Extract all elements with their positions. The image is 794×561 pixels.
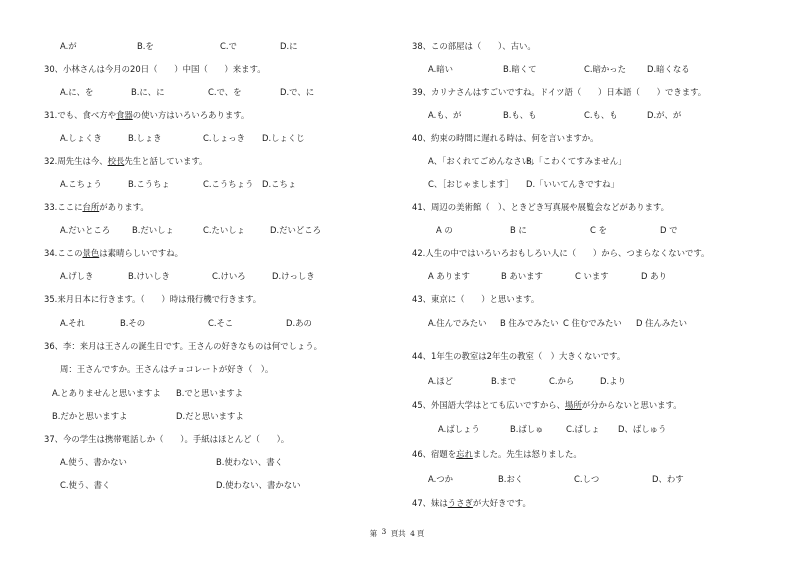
q31-option-c: C.しょっき xyxy=(203,133,246,143)
q42-option-d: D あり xyxy=(641,271,667,281)
q40-option-d: D.「いいてんきですね」 xyxy=(526,179,619,189)
q38-option-c: C.暗かった xyxy=(584,64,627,74)
q43-option-d: D 住んみたい xyxy=(636,318,687,328)
question-40: 40、約束の時間に遅れる時は、何を言いますか。 xyxy=(412,133,599,143)
total-page-count: 4 xyxy=(410,529,415,538)
q43-option-c: C 住むでみたい xyxy=(563,318,622,328)
q38-option-b: B.暗くて xyxy=(503,64,537,74)
q33-text-start: 33.ここに xyxy=(44,202,83,212)
question-47 xyxy=(412,498,531,509)
q42-option-a: A あります xyxy=(428,271,470,281)
question-31 xyxy=(44,110,249,121)
question-32 xyxy=(44,156,207,167)
q46-option-c: C.しつ xyxy=(574,474,600,484)
q29-option-b: B.を xyxy=(137,41,154,51)
q41-option-d: D で xyxy=(660,225,678,235)
q44-option-b: B.まで xyxy=(491,376,517,386)
question-30: 30、小林さんは今月の20日（ ）中国（ ）来ます。 xyxy=(44,64,266,74)
question-36-dialogue: 周：王さんですか。王さんはチョコレートが好き（ ）。 xyxy=(60,364,274,374)
q45-option-d: D、ばしゅう xyxy=(618,424,667,434)
q30-option-c: C.で、を xyxy=(208,87,242,97)
q32-underlined-word: 校長 xyxy=(107,156,125,166)
q37-option-b: B.使わない、書く xyxy=(216,457,284,467)
q32-text-end: 先生と話しています。 xyxy=(124,156,208,166)
q31-option-d: D.しょくじ xyxy=(262,133,305,143)
q29-option-a: A.が xyxy=(60,41,77,51)
q40-option-a: A、「おくれてごめんなさい」 xyxy=(428,156,539,166)
q33-underlined-word: 台所 xyxy=(82,202,100,212)
q39-option-a: A.も、が xyxy=(428,110,462,120)
q33-option-b: B.だいしょ xyxy=(132,225,174,235)
q40-option-c: C、［おじゃまします］ xyxy=(428,179,514,189)
question-41: 41、周辺の美術館（ ）、ときどき写真展や展覧会などがあります。 xyxy=(412,202,670,212)
q45-underlined-word: 場所 xyxy=(565,400,582,410)
question-42: 42.人生の中ではいろいろおもしろい人に（ ）から、つまらなくないです。 xyxy=(412,248,710,258)
q39-option-c: C.も、も xyxy=(584,110,618,120)
q36-option-d: D.だと思いますよ xyxy=(176,411,244,421)
q31-underlined-word: 食器 xyxy=(115,110,133,120)
q35-option-c: C.そこ xyxy=(208,318,234,328)
q37-option-d: D.使わない、書かない xyxy=(216,480,301,490)
question-36: 36、李：来月は王さんの誕生日です。王さんの好きなものは何でしょう。 xyxy=(44,341,322,351)
q30-option-a: A.に、を xyxy=(60,87,94,97)
q35-option-b: B.その xyxy=(120,318,146,328)
q30-option-d: D.で、に xyxy=(280,87,315,97)
q45-option-a: A.ばしょう xyxy=(438,424,480,434)
q29-option-c: C.で xyxy=(220,41,237,51)
q39-option-d: D.が、が xyxy=(647,110,682,120)
q32-option-d: D.こちょ xyxy=(262,179,297,189)
q36-option-a: A.とありませんと思いますよ xyxy=(52,388,161,398)
q32-option-c: C.こうちょう xyxy=(203,179,254,189)
q46-text-start: 46、宿題を xyxy=(412,449,457,459)
q47-text-end: が大好きです。 xyxy=(472,498,531,508)
q39-option-b: B.も、も xyxy=(503,110,537,120)
q45-option-c: C.ばしょ xyxy=(566,424,600,434)
q37-option-c: C.使う、書く xyxy=(60,480,111,490)
q45-option-b: B.ばしゅ xyxy=(510,424,544,434)
q35-option-d: D.あの xyxy=(286,318,312,328)
page-footer xyxy=(0,528,794,539)
q32-option-b: B.こうちょ xyxy=(128,179,170,189)
footer-suffix: 頁 xyxy=(416,529,425,538)
q41-option-c: C を xyxy=(590,225,607,235)
q29-option-d: D.に xyxy=(280,41,298,51)
q43-option-a: A.住んでみたい xyxy=(428,318,487,328)
q35-option-a: A.それ xyxy=(60,318,85,328)
q36-option-b: B.でと思いますよ xyxy=(176,388,244,398)
q47-text-start: 47、妹は xyxy=(412,498,448,508)
q44-option-a: A.ほど xyxy=(428,376,453,386)
q33-option-a: A.だいところ xyxy=(60,225,111,235)
q37-option-a: A.使う、書かない xyxy=(60,457,127,467)
q34-option-c: C.けいろ xyxy=(212,271,246,281)
q34-text-start: 34.ここの xyxy=(44,248,83,258)
q32-text-start: 32.周先生は今、 xyxy=(44,156,108,166)
q38-option-d: D.暗くなる xyxy=(647,64,690,74)
question-45 xyxy=(412,400,682,411)
q46-option-d: D、わす xyxy=(652,474,684,484)
question-33 xyxy=(44,202,149,213)
q46-underlined-word: 忘れ xyxy=(456,449,473,459)
q41-option-a: A の xyxy=(436,225,453,235)
q30-option-b: B.に、に xyxy=(131,87,165,97)
q34-underlined-word: 景色 xyxy=(82,248,100,258)
q32-option-a: A.こちょう xyxy=(60,179,102,189)
footer-middle: 頁共 xyxy=(390,529,406,538)
q31-text-end: の使い方はいろいろあります。 xyxy=(132,110,250,120)
q46-option-b: B.おく xyxy=(498,474,524,484)
question-34 xyxy=(44,248,183,259)
q34-option-b: B.けいしき xyxy=(128,271,170,281)
question-38: 38、この部屋は（ ）、古い。 xyxy=(412,41,536,51)
question-39: 39、カリナさんはすごいですね。ドイツ語（ ）日本語（ ）できます。 xyxy=(412,87,707,97)
q36-option-c: B.だかと思いますよ xyxy=(52,411,128,421)
q42-option-c: C います xyxy=(575,271,609,281)
q46-text-end: ました。先生は怒りました。 xyxy=(472,449,582,459)
current-page-number: 3 xyxy=(381,527,387,536)
question-43: 43、東京に（ ）と思います。 xyxy=(412,294,540,304)
q41-option-b: B に xyxy=(510,225,527,235)
q46-option-a: A.つか xyxy=(428,474,453,484)
q31-option-b: B.しょき xyxy=(128,133,162,143)
footer-prefix: 第 xyxy=(369,529,378,538)
question-46 xyxy=(412,449,582,460)
q33-text-end: があります。 xyxy=(99,202,149,212)
q34-option-d: D.けっしき xyxy=(272,271,315,281)
q34-text-end: は素晴らしいですね。 xyxy=(99,248,183,258)
q33-option-c: C.たいしょ xyxy=(203,225,246,235)
q33-option-d: D.だいどころ xyxy=(270,225,321,235)
q40-option-b: B.「こわくてすみません」 xyxy=(526,156,627,166)
question-35: 35.来月日本に行きます。（ ）時は飛行機で行きます。 xyxy=(44,294,262,304)
q44-option-c: C.から xyxy=(549,376,575,386)
q38-option-a: A.暗い xyxy=(428,64,453,74)
q45-text-end: が分からないと思います。 xyxy=(581,400,682,410)
q42-option-b: B あいます xyxy=(501,271,543,281)
question-37: 37、今の学生は携帯電話しか（ ）。手紙はほとんど（ ）。 xyxy=(44,434,290,444)
q43-option-b: B 住みでみたい xyxy=(500,318,559,328)
question-44: 44、1年生の教室は2年生の教室（ ）大きくないです。 xyxy=(412,351,626,361)
q47-underlined-word: うさぎ xyxy=(447,498,473,508)
q31-option-a: A.しょくき xyxy=(60,133,102,143)
q44-option-d: D.より xyxy=(600,376,626,386)
q31-text-start: 31.でも、食べ方や xyxy=(44,110,116,120)
q45-text-start: 45、外国語大学はとても広いですから、 xyxy=(412,400,566,410)
q34-option-a: A.げしき xyxy=(60,271,94,281)
